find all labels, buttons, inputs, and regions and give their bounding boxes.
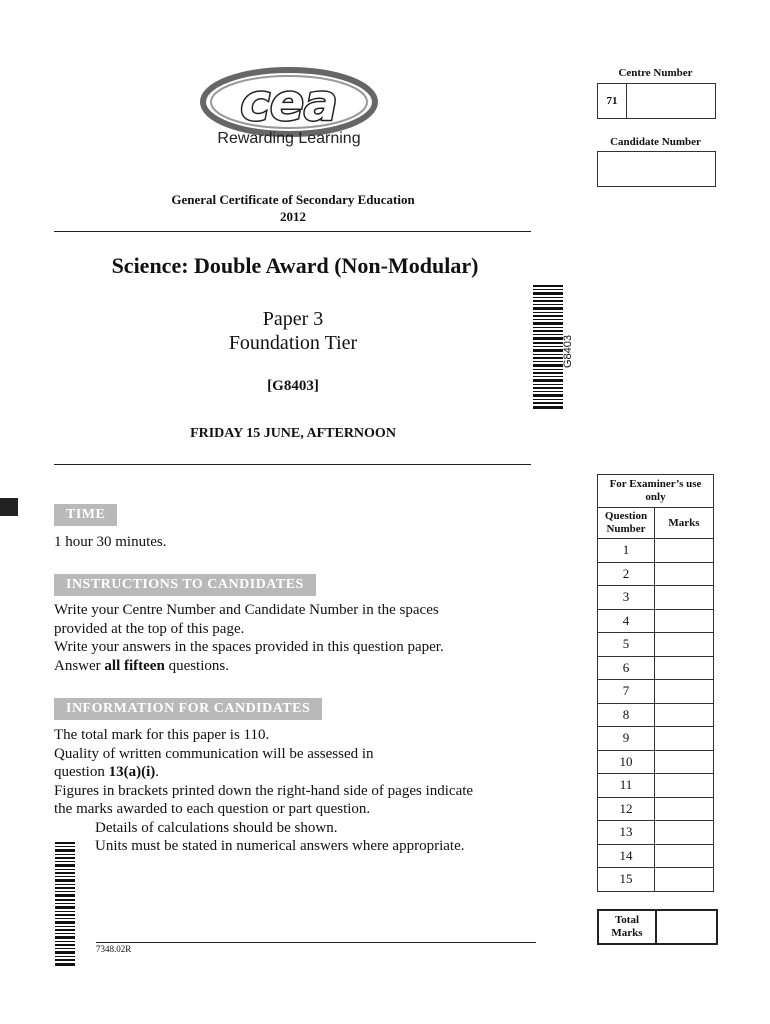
- question-row: [598, 727, 714, 751]
- information-line: question 13(a)(i).: [54, 764, 159, 780]
- question-row: [598, 774, 714, 798]
- instructions-line: Answer all fifteen questions.: [54, 657, 229, 674]
- paper-code: [G8403]: [267, 378, 319, 394]
- instructions-line: provided at the top of this page.: [54, 620, 245, 637]
- information-heading: INFORMATION FOR CANDIDATES: [54, 698, 322, 720]
- question-number-header: Question Number: [598, 508, 655, 539]
- marks-cell[interactable]: [655, 797, 714, 821]
- marks-cell[interactable]: [655, 703, 714, 727]
- question-number-cell: 2: [598, 562, 655, 586]
- subject-title: Science: Double Award (Non-Modular): [111, 253, 479, 278]
- information-line: Quality of written communication will be assessed in: [54, 745, 374, 762]
- question-number-cell: 12: [598, 797, 655, 821]
- question-row: [598, 680, 714, 704]
- information-line: Units must be stated in numerical answers where appropriate.: [95, 838, 465, 854]
- question-number-cell: 11: [598, 774, 655, 798]
- question-row: [598, 633, 714, 657]
- marks-cell[interactable]: [655, 656, 714, 680]
- question-number-cell: 7: [598, 680, 655, 704]
- paper-number: Paper 3: [262, 308, 324, 330]
- total-marks-box: [597, 909, 718, 945]
- marks-cell[interactable]: [655, 633, 714, 657]
- question-number-cell: 13: [598, 821, 655, 845]
- total-marks-label: Total Marks: [599, 911, 657, 943]
- candidate-number-label: Candidate Number: [610, 136, 701, 148]
- question-row: [598, 586, 714, 610]
- barcode-label: G8403: [562, 334, 574, 368]
- marks-cell[interactable]: [655, 539, 714, 563]
- information-body: [54, 726, 554, 856]
- information-line: The total mark for this paper is 110.: [54, 727, 270, 743]
- header-divider: [54, 231, 531, 232]
- question-number-cell: 14: [598, 844, 655, 868]
- instructions-body: [54, 601, 554, 675]
- question-row: [598, 609, 714, 633]
- date-divider: [54, 464, 531, 465]
- marks-cell[interactable]: [655, 609, 714, 633]
- centre-number-prefix: 71: [598, 84, 627, 118]
- candidate-number-field[interactable]: [597, 151, 716, 187]
- marks-cell[interactable]: [655, 680, 714, 704]
- centre-number-label: Centre Number: [618, 67, 693, 79]
- exam-date: FRIDAY 15 JUNE, AFTERNOON: [190, 426, 396, 441]
- question-number-cell: 1: [598, 539, 655, 563]
- footer-divider: [96, 942, 536, 943]
- paper-tier: Foundation Tier: [228, 332, 358, 354]
- marks-cell[interactable]: [655, 727, 714, 751]
- instructions-line: Write your Centre Number and Candidate Number in the spaces: [54, 602, 439, 618]
- question-row: [598, 656, 714, 680]
- question-number-cell: 15: [598, 868, 655, 892]
- question-row: [598, 703, 714, 727]
- question-row: [598, 797, 714, 821]
- question-row: [598, 868, 714, 892]
- exam-year: 2012: [280, 209, 306, 224]
- question-number-cell: 10: [598, 750, 655, 774]
- question-row: [598, 750, 714, 774]
- marks-cell[interactable]: [655, 774, 714, 798]
- marks-cell[interactable]: [655, 586, 714, 610]
- marks-cell[interactable]: [655, 562, 714, 586]
- information-line: Figures in brackets printed down the right-hand side of pages indicate: [54, 782, 474, 799]
- question-number-cell: 9: [598, 727, 655, 751]
- question-row: [598, 844, 714, 868]
- question-number-cell: 6: [598, 656, 655, 680]
- page-marker: [0, 498, 18, 516]
- document-code: 7348.02R: [96, 944, 132, 954]
- information-line: Details of calculations should be shown.: [95, 819, 338, 836]
- marks-header: Marks: [655, 508, 714, 539]
- question-row: [598, 821, 714, 845]
- question-number-cell: 5: [598, 633, 655, 657]
- examiner-table: [597, 474, 714, 892]
- time-text: 1 hour 30 minutes.: [54, 534, 167, 550]
- question-number-cell: 3: [598, 586, 655, 610]
- marks-cell[interactable]: [655, 821, 714, 845]
- information-line: the marks awarded to each question or part question.: [54, 801, 371, 817]
- logo-text: cea: [240, 74, 338, 132]
- marks-cell[interactable]: [655, 868, 714, 892]
- instructions-heading: INSTRUCTIONS TO CANDIDATES: [54, 574, 316, 596]
- qualification-block: [100, 191, 486, 225]
- examiner-title: For Examiner’s use only: [598, 475, 714, 508]
- qualification-title: General Certificate of Secondary Education: [171, 192, 415, 207]
- logo-tagline: Rewarding Learning: [217, 130, 361, 147]
- centre-number-field[interactable]: [597, 83, 716, 119]
- question-number-cell: 8: [598, 703, 655, 727]
- question-number-cell: 4: [598, 609, 655, 633]
- question-row: [598, 539, 714, 563]
- marks-cell[interactable]: [655, 750, 714, 774]
- paper-block: [130, 307, 456, 355]
- side-barcode: [55, 842, 75, 966]
- instructions-line: Write your answers in the spaces provided in this question paper.: [54, 639, 444, 655]
- marks-cell[interactable]: [655, 844, 714, 868]
- vertical-barcode: [533, 285, 563, 409]
- time-heading: TIME: [54, 504, 117, 526]
- question-row: [598, 562, 714, 586]
